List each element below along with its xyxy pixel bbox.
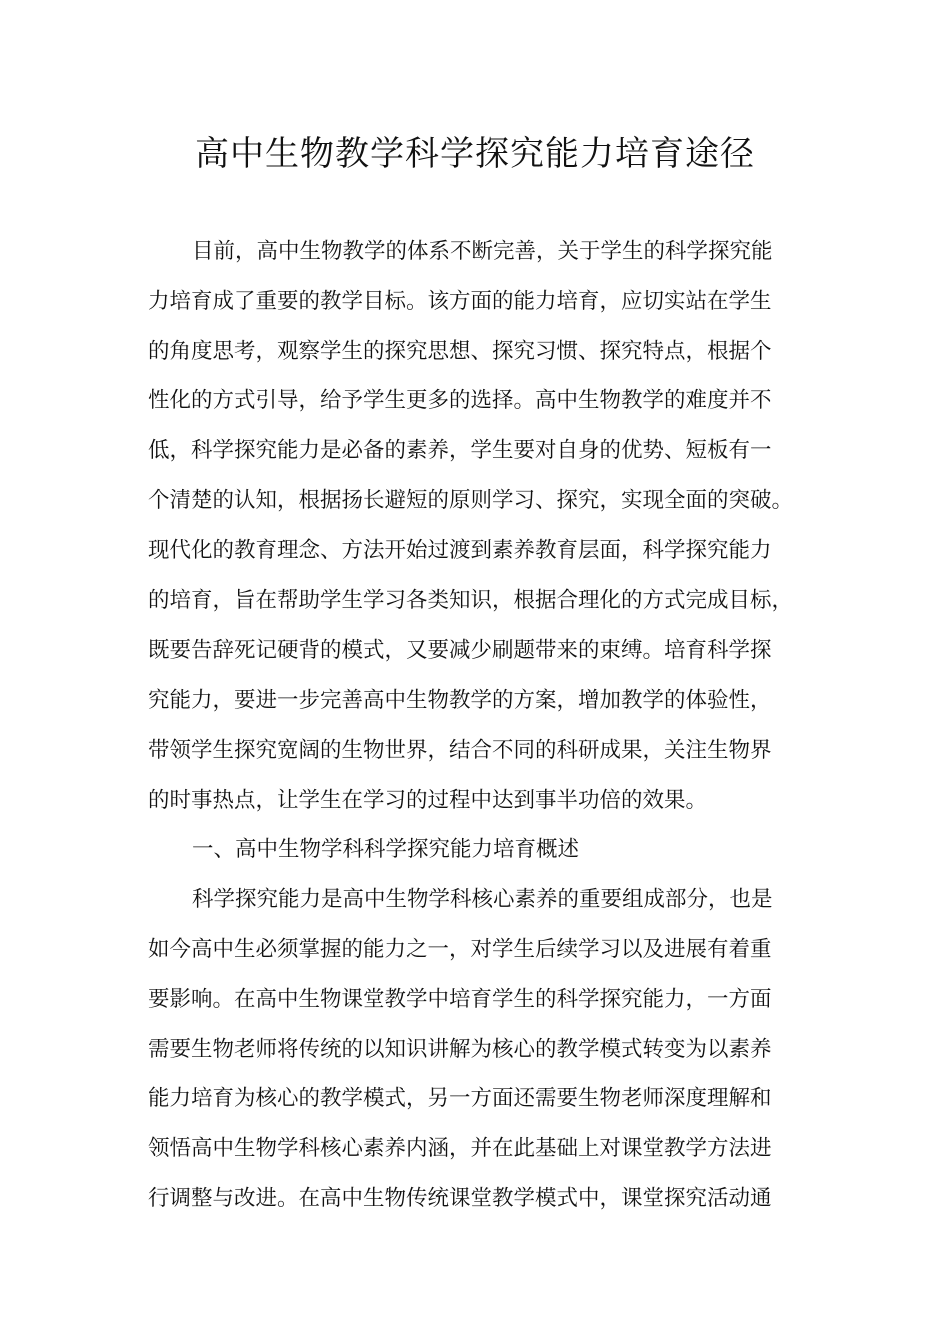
paragraph-1-line-7: 现代化的教育理念、方法开始过渡到素养教育层面，科学探究能力: [148, 538, 772, 563]
paragraph-2-line-5: 能力培育为核心的教学模式，另一方面还需要生物老师深度理解和: [148, 1086, 772, 1111]
section-heading: 一、高中生物学科科学探究能力培育概述: [192, 837, 580, 862]
paragraph-1-line-10: 究能力，要进一步完善高中生物教学的方案，增加教学的体验性，: [148, 688, 772, 713]
paragraph-1-line-5: 低，科学探究能力是必备的素养，学生要对自身的优势、短板有一: [148, 438, 772, 463]
paragraph-2-line-2: 如今高中生必须掌握的能力之一，对学生后续学习以及进展有着重: [148, 937, 772, 962]
paragraph-1-line-12: 的时事热点，让学生在学习的过程中达到事半功倍的效果。: [148, 788, 708, 813]
paragraph-1-line-8: 的培育，旨在帮助学生学习各类知识，根据合理化的方式完成目标，: [148, 588, 794, 613]
document-title: 高中生物教学科学探究能力培育途径: [195, 134, 755, 174]
paragraph-2-line-4: 需要生物老师将传统的以知识讲解为核心的教学模式转变为以素养: [148, 1037, 772, 1062]
paragraph-1-line-11: 带领学生探究宽阔的生物世界，结合不同的科研成果，关注生物界: [148, 738, 772, 763]
paragraph-1-line-6: 个清楚的认知，根据扬长避短的原则学习、探究，实现全面的突破。: [148, 488, 794, 513]
paragraph-1-line-9: 既要告辞死记硬背的模式，又要减少刷题带来的束缚。培育科学探: [148, 638, 772, 663]
paragraph-1-line-2: 力培育成了重要的教学目标。该方面的能力培育，应切实站在学生: [148, 289, 772, 314]
paragraph-1-line-1: 目前，高中生物教学的体系不断完善，关于学生的科学探究能: [192, 239, 773, 264]
paragraph-2-line-7: 行调整与改进。在高中生物传统课堂教学模式中，课堂探究活动通: [148, 1186, 772, 1211]
paragraph-2-line-1: 科学探究能力是高中生物学科核心素养的重要组成部分，也是: [192, 887, 773, 912]
paragraph-1-line-3: 的角度思考，观察学生的探究思想、探究习惯、探究特点，根据个: [148, 339, 772, 364]
paragraph-1-line-4: 性化的方式引导，给予学生更多的选择。高中生物教学的难度并不: [148, 388, 772, 413]
paragraph-2-line-3: 要影响。在高中生物课堂教学中培育学生的科学探究能力，一方面: [148, 987, 772, 1012]
paragraph-2-line-6: 领悟高中生物学科核心素养内涵，并在此基础上对课堂教学方法进: [148, 1136, 772, 1161]
